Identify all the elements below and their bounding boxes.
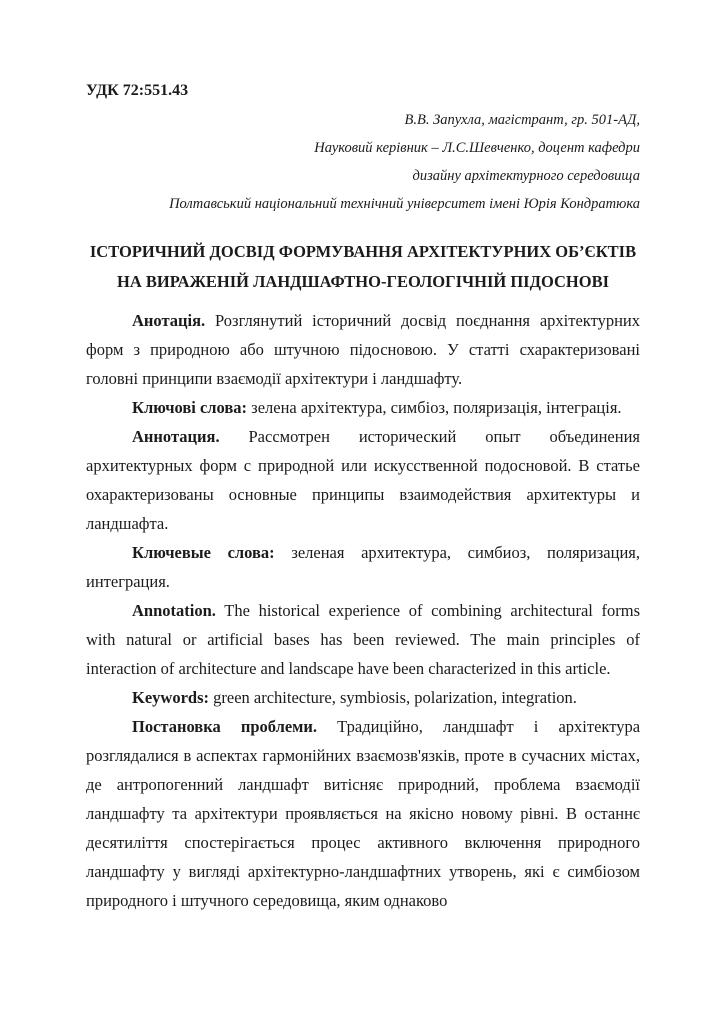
title-line: НА ВИРАЖЕНІЙ ЛАНДШАФТНО-ГЕОЛОГІЧНІЙ ПІДОСНОВІ [117, 272, 609, 291]
paragraph-abstract-en [86, 596, 640, 683]
paragraph-text: green architecture, symbiosis, polarization, integration. [213, 688, 577, 707]
author-line: Науковий керівник – Л.С.Шевченко, доцент кафедри [314, 140, 640, 156]
paragraph-lead: Ключові слова: [132, 398, 248, 417]
paragraph-text: зеленая архитектура, симбиоз, поляризация, интеграция. [86, 543, 640, 591]
paragraph-text: зелена архітектура, симбіоз, поляризація, інтеграція. [251, 398, 622, 417]
article-title [86, 237, 640, 297]
paragraph-text: The historical experience of combining architectural forms with natural or artificial bases has been reviewed. The main principles of interaction of architecture and landscape have been characterized in this article. [86, 601, 641, 678]
paragraph-lead: Ключевые слова: [132, 543, 275, 562]
paragraph-text: Розглянутий історичний досвід поєднання архітектурних форм з природною або штучною підосновою. У статті схарактеризовані головні принципи взаємодії архітектури і ландшафту. [86, 311, 641, 388]
author-line: дизайну архітектурного середовища [412, 168, 640, 184]
author-block [86, 106, 640, 218]
paragraph-lead: Аннотация. [132, 427, 220, 446]
paragraph-lead: Keywords: [132, 688, 209, 707]
paragraph-keywords-uk [86, 393, 640, 422]
paragraph-lead: Annotation. [132, 601, 216, 620]
paragraph-text: Традиційно, ландшафт і архітектура розглядалися в аспектах гармонійних взаємозв'язків, проте в сучасних містах, де антропогенний ландшафт витісняє природний, проблема взаємодії ландшафту та архітектури проявляється на якісно новому рівні. В останнє десятиліття спостерігається процес активного включення природного ландшафту у вигляді архітектурно-ландшафтних утворень, які є симбіозом природного і штучного середовища, яким однаково [86, 717, 641, 910]
title-line: ІСТОРИЧНИЙ ДОСВІД ФОРМУВАННЯ АРХІТЕКТУРНИХ ОБ’ЄКТІВ [89, 242, 637, 261]
author-line: В.В. Запухла, магістрант, гр. 501-АД, [404, 112, 640, 128]
paragraph-keywords-en [86, 683, 640, 712]
paragraph-abstract-ru [86, 422, 640, 538]
paragraph-text: Рассмотрен исторический опыт объединения архитектурных форм с природной или искусственной подосновой. В статье охарактеризованы основные принципы взаимодействия архитектуры и ландшафта. [86, 427, 641, 533]
udc-code: УДК 72:551.43 [86, 82, 189, 99]
article-body [86, 306, 640, 915]
paragraph-problem-statement [86, 712, 640, 915]
paragraph-lead: Анотація. [132, 311, 206, 330]
paragraph-keywords-ru [86, 538, 640, 596]
author-line: Полтавський національний технічний університет імені Юрія Кондратюка [169, 196, 640, 212]
paragraph-abstract-uk [86, 306, 640, 393]
paragraph-lead: Постановка проблеми. [132, 717, 318, 736]
